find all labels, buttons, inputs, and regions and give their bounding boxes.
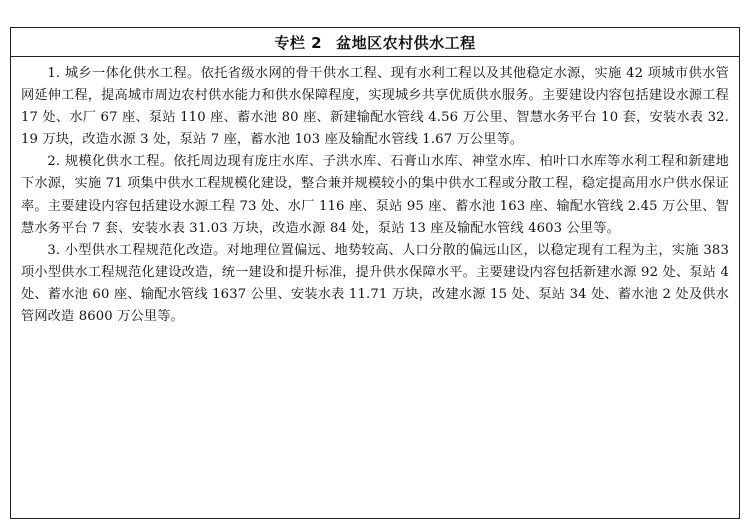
- box-label: 专栏 2: [274, 33, 323, 52]
- box-title: 盆地区农村供水工程: [336, 33, 476, 52]
- paragraph-small-scale: 3. 小型供水工程规范化改造。对地理位置偏远、地势较高、人口分散的偏远山区，以稳定现有工程为主，实施 383 项小型供水工程规范化建设改造，统一建设和提升标准，提升供水保障水平。主要建设内容包括新建水源 92 处、泵站 4 处、蓄水池 60 座、输配水管线 1637 公里、安装水表 11.71 万块，改建水源 15 处、泵站 34 处、蓄水池 2 处及供水管网改造 8600 万公里等。: [21, 242, 729, 325]
- box-body: [11, 57, 739, 328]
- paragraph-large-scale: 2. 规模化供水工程。依托周边现有庞庄水库、子洪水库、石膏山水库、神堂水库、柏叶口水库等水利工程和新建地下水源，实施 71 项集中供水工程规模化建设，整合兼并规模较小的集中供水工程或分散工程，稳定提高用水户供水保证率。主要建设内容包括建设水源工程 73 处、水厂 116 座、泵站 95 座、蓄水池 163 座、输配水管线 2.45 万公里、智慧水务平台 7 套、安装水表 31.03 万块，改造水源 84 处，泵站 13 座及输配水管线 4603 公里等。: [21, 154, 729, 236]
- paragraph-urban-rural: 1. 城乡一体化供水工程。依托省级水网的骨干供水工程、现有水利工程以及其他稳定水源，实施 42 项城市供水管网延伸工程，提高城市周边农村供水能力和供水保障程度，实现城乡共享优质供水服务。主要建设内容包括建设水源工程 17 处、水厂 67 座、泵站 110 座、蓄水池 80 座、新建输配水管线 4.56 万公里、智慧水务平台 10 套，安装水表 32.19 万块，改造水源 3 处，泵站 7 座，蓄水池 103 座及输配水管线 1.67 万公里等。: [21, 66, 729, 148]
- box-header: [11, 28, 739, 57]
- project-box: [10, 27, 740, 519]
